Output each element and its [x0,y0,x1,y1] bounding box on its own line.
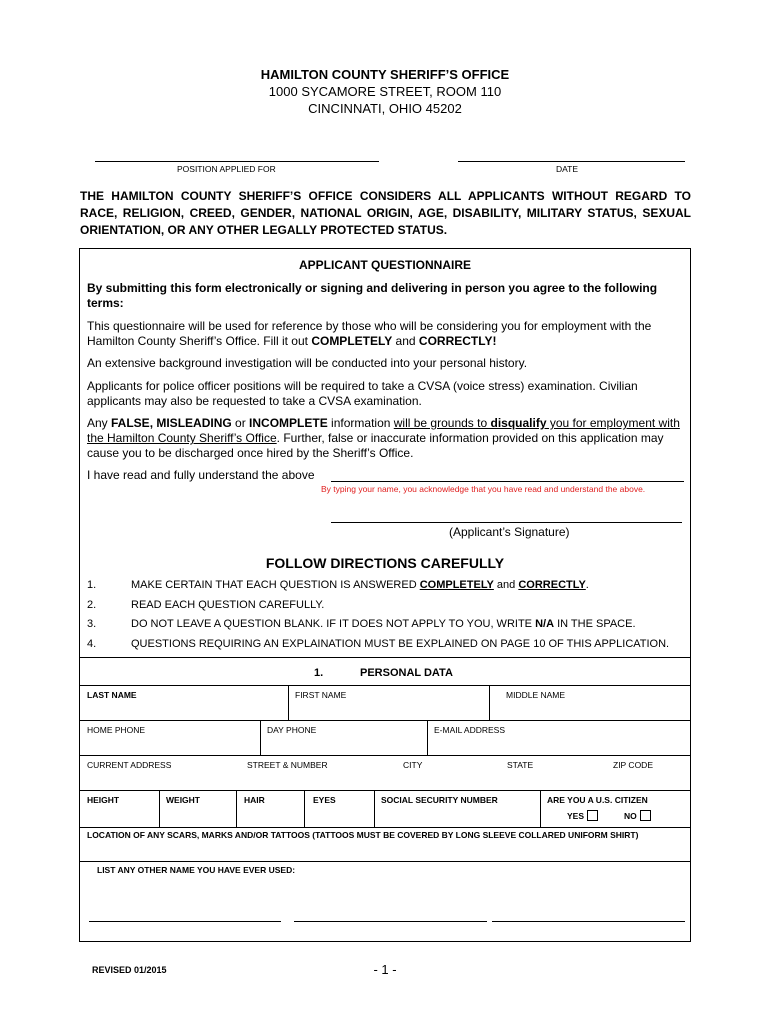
direction-3 [131,618,636,630]
direction-2-number: 2. [87,599,97,611]
physical-divider-2 [236,791,237,828]
d3-end: IN THE SPACE. [554,618,636,630]
p4-any: Any [87,416,112,430]
physical-divider-3 [304,791,305,828]
names-divider-2 [489,686,490,721]
paragraph-background: An extensive background investigation will be conducted into your personal history. [87,356,528,370]
questionnaire-title: APPLICANT QUESTIONNAIRE [298,258,471,272]
paragraph-cvsa: Applicants for police officer positions will be required to take a CVSA (voice stress) examination. Civilian applicants may also be requested to take a CVSA examination. [87,379,638,408]
height-field[interactable]: HEIGHT [87,795,120,805]
physical-divider-1 [159,791,160,828]
no-checkbox[interactable] [640,810,651,821]
other-name-field-3[interactable] [492,902,685,922]
d1-and: and [493,579,519,591]
section-number: 1. [314,667,324,679]
d3-text: DO NOT LEAVE A QUESTION BLANK. IF IT DOES NOT APPLY TO YOU, WRITE [131,618,536,630]
d1-completely: COMPLETELY [419,579,494,591]
citizen-no[interactable] [624,810,651,821]
office-address-line2: CINCINNATI, OHIO 45202 [308,101,462,116]
read-understand-label: I have read and fully understand the above [87,468,315,482]
other-names-label: LIST ANY OTHER NAME YOU HAVE EVER USED: [97,865,296,875]
home-phone-field[interactable]: HOME PHONE [87,725,146,735]
d1-correctly: CORRECTLY [518,579,586,591]
email-field[interactable]: E-MAIL ADDRESS [434,725,506,735]
citizen-label: ARE YOU A U.S. CITIZEN [547,795,648,805]
direction-4-number: 4. [87,638,97,650]
signature-label: (Applicant’s Signature) [449,525,570,539]
day-phone-field[interactable]: DAY PHONE [267,725,317,735]
yes-label: YES [567,811,585,821]
p4-incomplete: INCOMPLETE [249,416,328,430]
eyes-field[interactable]: EYES [313,795,336,805]
p1-completely: COMPLETELY [311,334,393,348]
p1-and: and [392,334,419,348]
equal-opportunity-notice: THE HAMILTON COUNTY SHERIFF’S OFFICE CONSIDERS ALL APPLICANTS WITHOUT REGARD TO RACE, RELIGION, CREED, GENDER, NATIONAL ORIGIN, AGE, DISABILITY, MILITARY STATUS, SEXUAL ORIENTATION, OR ANY OTHER LEGALLY PROTECTED STATUS. [80,189,691,237]
directions-title: FOLLOW DIRECTIONS CAREFULLY [265,555,505,571]
p4-information: information [327,416,394,430]
personal-data-table [79,657,691,942]
section-title: PERSONAL DATA [360,667,453,679]
date-label: DATE [556,164,579,174]
phones-row [80,721,690,756]
last-name-field[interactable]: LAST NAME [87,690,137,700]
p4-employment: you for employment with the Hamilton County Sheriff’s Office [87,416,680,445]
yes-checkbox[interactable] [587,810,598,821]
phones-divider-2 [427,721,428,756]
p1-correctly: CORRECTLY! [418,334,497,348]
weight-field[interactable]: WEIGHT [166,795,200,805]
ssn-field[interactable]: SOCIAL SECURITY NUMBER [381,795,498,805]
d1-end: . [585,579,589,591]
terms-text: By submitting this form electronically or signing and delivering in person you agree to the following terms: [87,281,658,310]
direction-4: QUESTIONS REQUIRING AN EXPLAINATION MUST BE EXPLAINED ON PAGE 10 OF THIS APPLICATION. [131,638,670,650]
paragraph-reference [87,319,687,349]
p4-disqualify: disqualify [490,416,547,430]
page-number: - 1 - [373,962,397,977]
d3-na: N/A [535,618,555,630]
no-label: NO [624,811,637,821]
revision-date: REVISED 01/2015 [92,965,167,975]
p4-or: or [231,416,250,430]
p4-rest: . Further, false or inaccurate information provided on this application may cause you to be discharged once hired by the Sheriff’s Office. [87,431,664,460]
paragraph-disqualify [87,416,687,461]
office-title: HAMILTON COUNTY SHERIFF’S OFFICE [260,67,510,82]
current-address-field[interactable]: CURRENT ADDRESS [87,760,172,770]
physical-divider-4 [374,791,375,828]
direction-1-number: 1. [87,579,97,591]
names-row [80,686,690,721]
physical-divider-5 [540,791,541,828]
names-divider-1 [288,686,289,721]
office-address-line1: 1000 SYCAMORE STREET, ROOM 110 [268,84,502,99]
d1-text: MAKE CERTAIN THAT EACH QUESTION IS ANSWERED [131,579,420,591]
direction-1 [131,579,589,591]
citizen-yes[interactable] [567,810,598,821]
hair-field[interactable]: HAIR [244,795,265,805]
date-field[interactable] [458,148,685,162]
direction-2: READ EACH QUESTION CAREFULLY. [131,599,325,611]
office-header [0,66,770,117]
p4-false-misleading: FALSE, MISLEADING [111,416,232,430]
position-field[interactable] [95,148,379,162]
direction-3-number: 3. [87,618,97,630]
first-name-field[interactable]: FIRST NAME [295,690,347,700]
position-label: POSITION APPLIED FOR [177,164,276,174]
middle-name-field[interactable]: MIDDLE NAME [506,690,566,700]
city-label: CITY [403,760,423,770]
other-name-field-1[interactable] [89,902,281,922]
other-name-field-2[interactable] [294,902,487,922]
scars-field[interactable]: LOCATION OF ANY SCARS, MARKS AND/OR TATTOOS (TATTOOS MUST BE COVERED BY LONG SLEEVE COLLARED UNIFORM SHIRT) [87,830,639,840]
address-row [80,756,690,791]
signature-field[interactable] [331,508,682,523]
zip-code-label: ZIP CODE [613,760,653,770]
street-label: STREET & NUMBER [247,760,328,770]
p4-grounds: will be grounds to [393,416,491,430]
state-label: STATE [507,760,534,770]
p1-text: This questionnaire will be used for reference by those who will be considering you for employment with the Hamilton County Sheriff’s Office. Fill it out [87,319,652,348]
typed-name-note: By typing your name, you acknowledge that you have read and understand the above. [321,484,646,494]
typed-name-field[interactable] [331,467,684,482]
phones-divider-1 [260,721,261,756]
